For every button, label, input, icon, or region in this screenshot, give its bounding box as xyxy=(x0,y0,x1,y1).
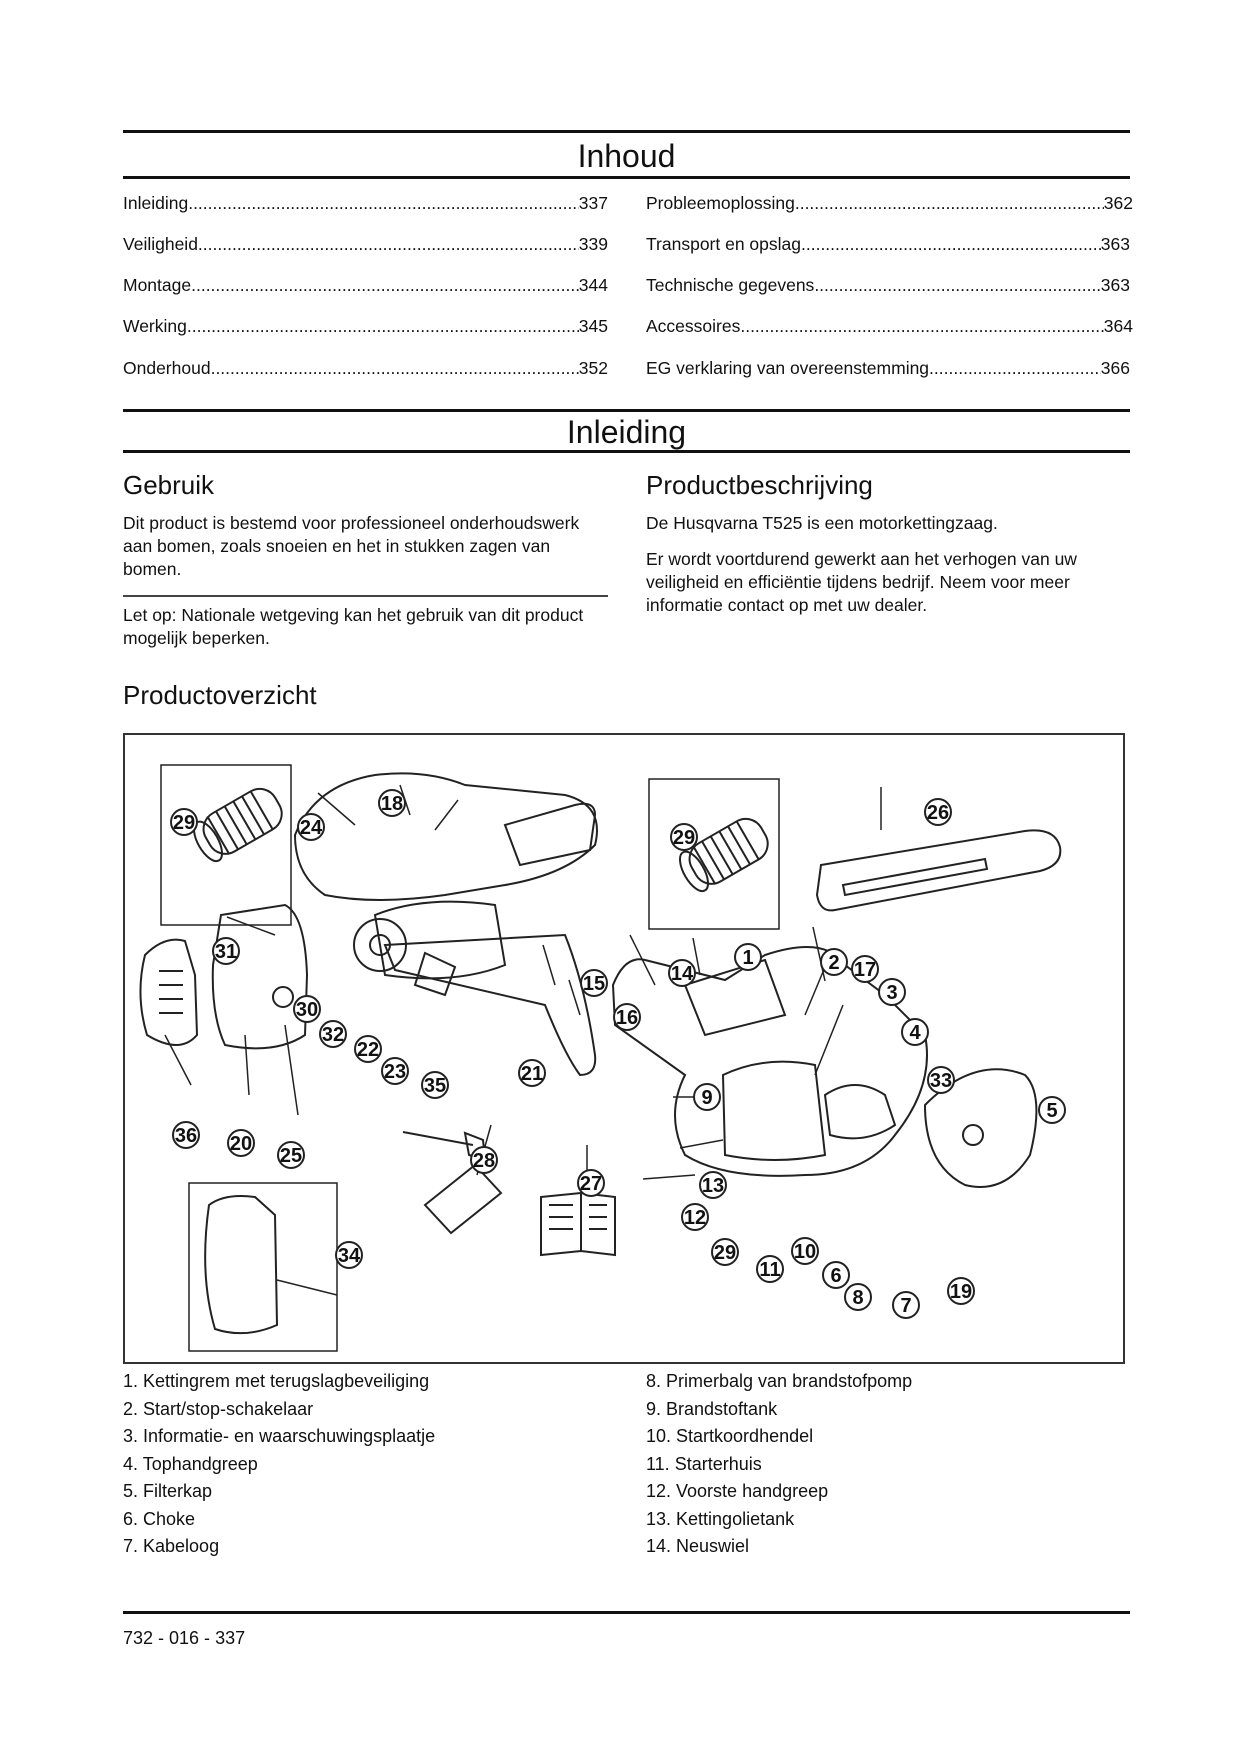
callout-36 xyxy=(173,1122,199,1148)
toc-bottom-rule xyxy=(123,176,1130,179)
svg-text:21: 21 xyxy=(520,1063,544,1085)
callout-32 xyxy=(320,1021,346,1047)
note-block xyxy=(123,604,593,650)
svg-text:32: 32 xyxy=(321,1024,345,1046)
svg-text:24: 24 xyxy=(299,817,323,839)
page-number: 337 xyxy=(215,1628,246,1648)
svg-text:15: 15 xyxy=(582,973,606,995)
svg-text:1: 1 xyxy=(742,947,754,969)
svg-text:25: 25 xyxy=(279,1145,303,1167)
svg-text:10: 10 xyxy=(793,1241,817,1263)
callout-23 xyxy=(382,1058,408,1084)
callout-5 xyxy=(1039,1097,1065,1123)
svg-text:5: 5 xyxy=(1046,1100,1058,1122)
legend-item: 5. Filterkap xyxy=(123,1481,213,1501)
svg-text:14: 14 xyxy=(670,963,694,985)
toc-entry[interactable]: Technische gegevens ..... 363 xyxy=(646,274,1130,296)
productbeschrijving-text1: De Husqvarna T525 is een motorkettingzaag. xyxy=(646,513,998,533)
callout-9 xyxy=(694,1084,720,1110)
legend-right xyxy=(646,1368,912,1561)
gebruik-heading: Gebruik xyxy=(123,470,215,500)
svg-text:9: 9 xyxy=(701,1087,713,1109)
callout-18 xyxy=(379,790,405,816)
callout-7 xyxy=(893,1292,919,1318)
svg-text:11: 11 xyxy=(759,1259,781,1281)
toc-entry[interactable]: Accessoires ..... 364 xyxy=(646,315,1133,337)
svg-text:19: 19 xyxy=(949,1281,973,1303)
chainsaw-illustration xyxy=(125,735,1123,1362)
svg-text:8: 8 xyxy=(852,1287,864,1309)
legend-item: 13. Kettingolietank xyxy=(646,1508,795,1529)
svg-text:27: 27 xyxy=(579,1173,603,1195)
svg-text:6: 6 xyxy=(830,1265,842,1287)
productoverzicht-heading: Productoverzicht xyxy=(123,680,317,710)
legend-item: 3. Informatie- en waarschuwingsplaatje xyxy=(123,1426,436,1446)
svg-text:31: 31 xyxy=(214,941,238,963)
callout-20 xyxy=(228,1130,254,1156)
legend-item: 2. Start/stop-schakelaar xyxy=(123,1398,314,1419)
callout-21 xyxy=(519,1060,545,1086)
toc-entry[interactable]: Werking ..... 345 xyxy=(123,315,608,337)
note-text: Nationale wetgeving kan het gebruik van dit product mogelijk beperken. xyxy=(123,605,584,648)
callout-29 xyxy=(671,824,697,850)
toc-entry[interactable]: Transport en opslag ..... 363 xyxy=(646,233,1130,255)
toc-title: Inhoud xyxy=(577,138,676,174)
svg-text:29: 29 xyxy=(672,827,696,849)
svg-text:30: 30 xyxy=(295,999,319,1021)
svg-text:2: 2 xyxy=(828,952,840,974)
legend-left xyxy=(123,1368,435,1561)
page-footer xyxy=(123,1628,245,1649)
svg-text:3: 3 xyxy=(886,982,898,1004)
document-number: 732 - 016 - xyxy=(123,1628,211,1648)
callout-31 xyxy=(213,938,239,964)
legend-item: 7. Kabeloog xyxy=(123,1536,220,1556)
callout-33 xyxy=(928,1067,954,1093)
toc-entry[interactable]: EG verklaring van overeenstemming ..... 366 xyxy=(646,357,1130,379)
legend-item: 8. Primerbalg van brandstofpomp xyxy=(646,1371,913,1391)
callout-28 xyxy=(471,1147,497,1173)
legend-item: 11. Starterhuis xyxy=(646,1453,762,1474)
svg-text:16: 16 xyxy=(615,1007,639,1029)
svg-text:23: 23 xyxy=(383,1061,407,1083)
svg-text:17: 17 xyxy=(853,959,877,981)
svg-text:20: 20 xyxy=(229,1133,253,1155)
intro-title: Inleiding xyxy=(566,414,687,450)
productbeschrijving-text2: Er wordt voortdurend gewerkt aan het verhogen van uw veiligheid en efficiëntie tijdens bedrijf. Neem voor meer informatie contact op met uw dealer. xyxy=(646,549,1077,615)
legend-item: 10. Startkoordhendel xyxy=(646,1426,814,1446)
toc-entry[interactable]: Montage ..... 344 xyxy=(123,274,608,296)
callout-17 xyxy=(852,956,878,982)
callout-16 xyxy=(614,1004,640,1030)
note-label: Let op: xyxy=(123,605,177,625)
callout-10 xyxy=(792,1238,818,1264)
callout-29 xyxy=(171,809,197,835)
callout-2 xyxy=(821,949,847,975)
callout-35 xyxy=(422,1072,448,1098)
legend-item: 9. Brandstoftank xyxy=(646,1398,778,1419)
svg-text:29: 29 xyxy=(713,1242,737,1264)
product-overview-figure xyxy=(123,733,1125,1364)
callout-27 xyxy=(578,1170,604,1196)
footer-rule xyxy=(123,1611,1130,1614)
callout-24 xyxy=(298,814,324,840)
toc-entry[interactable]: Inleiding ..... 337 xyxy=(123,192,608,214)
svg-text:12: 12 xyxy=(683,1207,707,1229)
svg-text:4: 4 xyxy=(909,1022,921,1044)
note-rule xyxy=(123,595,608,597)
callout-4 xyxy=(902,1019,928,1045)
svg-text:36: 36 xyxy=(174,1125,198,1147)
svg-text:26: 26 xyxy=(926,802,950,824)
callout-34 xyxy=(336,1242,362,1268)
callout-3 xyxy=(879,979,905,1005)
callout-22 xyxy=(355,1036,381,1062)
callout-6 xyxy=(823,1262,849,1288)
svg-text:34: 34 xyxy=(337,1245,361,1267)
svg-text:28: 28 xyxy=(472,1150,496,1172)
svg-text:35: 35 xyxy=(423,1075,447,1097)
svg-text:13: 13 xyxy=(701,1175,725,1197)
callout-13 xyxy=(700,1172,726,1198)
legend-item: 6. Choke xyxy=(123,1508,196,1529)
svg-text:29: 29 xyxy=(172,812,196,834)
callout-15 xyxy=(581,970,607,996)
callout-12 xyxy=(682,1204,708,1230)
productbeschrijving-heading: Productbeschrijving xyxy=(646,470,873,500)
svg-text:33: 33 xyxy=(929,1070,953,1092)
svg-text:7: 7 xyxy=(900,1295,912,1317)
toc-entry[interactable]: Onderhoud ..... 352 xyxy=(123,357,608,379)
gebruik-text: Dit product is bestemd voor professioneel onderhoudswerk aan bomen, zoals snoeien en het in stukken zagen van bomen. xyxy=(123,513,580,579)
callout-8 xyxy=(845,1284,871,1310)
toc-entry[interactable]: Probleemoplossing ..... 362 xyxy=(646,192,1133,214)
callout-1 xyxy=(735,944,761,970)
callout-19 xyxy=(948,1278,974,1304)
intro-bottom-rule xyxy=(123,450,1130,453)
svg-text:18: 18 xyxy=(380,793,404,815)
callout-11 xyxy=(757,1256,783,1282)
legend-item: 14. Neuswiel xyxy=(646,1536,750,1556)
toc-entry[interactable]: Veiligheid ..... 339 xyxy=(123,233,608,255)
callout-26 xyxy=(925,799,951,825)
legend-item: 4. Tophandgreep xyxy=(123,1453,258,1474)
legend-item: 12. Voorste handgreep xyxy=(646,1481,829,1501)
svg-text:22: 22 xyxy=(356,1039,380,1061)
callout-14 xyxy=(669,960,695,986)
callout-25 xyxy=(278,1142,304,1168)
callout-30 xyxy=(294,996,320,1022)
toc-top-rule xyxy=(123,130,1130,133)
callout-29 xyxy=(712,1239,738,1265)
legend-item: 1. Kettingrem met terugslagbeveiliging xyxy=(123,1371,430,1391)
